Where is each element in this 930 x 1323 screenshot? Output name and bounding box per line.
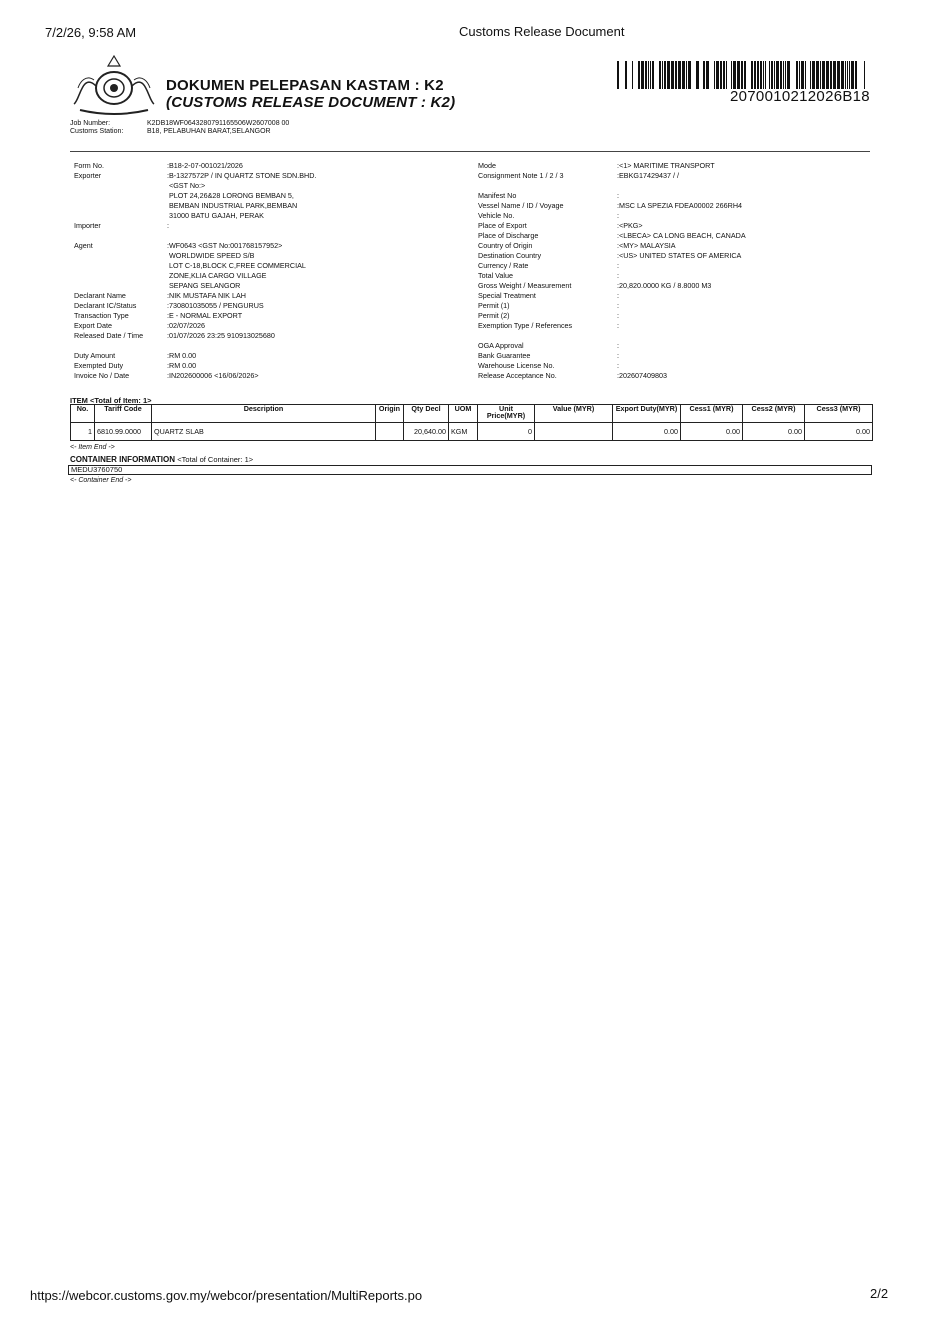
right-field-value	[617, 181, 868, 191]
container-number: MEDU3760750	[71, 465, 123, 474]
item-column-header: Qty Decl	[404, 405, 449, 423]
barcode-bar	[816, 61, 819, 89]
item-cell: 1	[71, 423, 95, 441]
barcode-bar	[801, 61, 804, 89]
left-field-label: Transaction Type	[74, 311, 129, 320]
right-field-label: Destination Country	[478, 251, 542, 260]
customs-station-label: Customs Station:	[70, 128, 124, 135]
right-field-row	[478, 341, 868, 351]
right-field-value: :	[617, 321, 619, 330]
right-field-value: :EBKG17429437 / /	[617, 171, 679, 180]
right-field-value: :	[617, 291, 619, 300]
barcode-bar	[763, 61, 764, 89]
right-field-label: Vessel Name / ID / Voyage	[478, 201, 564, 210]
barcode-bar	[769, 61, 770, 89]
barcode-bar	[783, 61, 784, 89]
right-field-value: :	[617, 261, 619, 270]
item-cell: 0.00	[681, 423, 743, 441]
customs-station-value: B18, PELABUHAN BARAT,SELANGOR	[147, 128, 271, 135]
left-field-label: Form No.	[74, 161, 104, 170]
right-field-value: :	[617, 351, 619, 360]
barcode-bar	[659, 61, 661, 89]
right-field-label: Currency / Rate	[478, 261, 529, 270]
barcode-bar	[703, 61, 705, 89]
barcode-image	[617, 61, 868, 89]
barcode-bar	[780, 61, 782, 89]
item-table-body	[71, 423, 873, 441]
right-field-row	[478, 291, 868, 301]
right-field-value: :<US> UNITED STATES OF AMERICA	[617, 251, 742, 260]
barcode-bar	[833, 61, 836, 89]
item-section-heading: ITEM <Total of Item: 1>	[70, 396, 152, 405]
print-title: Customs Release Document	[459, 24, 625, 39]
barcode-bar	[716, 61, 719, 89]
right-field-label	[478, 331, 617, 341]
left-field-value: :01/07/2026 23:25 910913025680	[167, 331, 275, 340]
right-field-value: :	[617, 271, 619, 280]
right-field-label: OGA Approval	[478, 341, 524, 350]
barcode-bar	[731, 61, 732, 89]
right-field-row	[478, 261, 868, 271]
barcode-bar	[830, 61, 832, 89]
barcode-bar	[754, 61, 756, 89]
right-field-value	[617, 331, 868, 341]
left-field-label: Exporter	[74, 171, 102, 180]
item-table-header	[71, 405, 873, 423]
right-field-row	[478, 371, 868, 381]
left-field-value: :IN202600006 <16/06/2026>	[167, 371, 259, 380]
left-field-value: :730801035055 / PENGURUS	[167, 301, 264, 310]
right-field-row	[478, 181, 868, 191]
left-field-value: :RM 0.00	[167, 351, 197, 360]
left-field-label: Declarant Name	[74, 291, 126, 300]
right-field-row	[478, 321, 868, 331]
barcode-bar	[696, 61, 699, 89]
left-field-row	[74, 171, 464, 221]
barcode-bar	[682, 61, 685, 89]
right-field-value: :MSC LA SPEZIA FDEA00002 266RH4	[617, 201, 743, 210]
barcode-bar	[864, 61, 865, 89]
right-field-value: :	[617, 191, 619, 200]
right-field-row	[478, 271, 868, 281]
right-field-label: Place of Discharge	[478, 231, 539, 240]
barcode-bar	[776, 61, 779, 89]
container-heading-text: CONTAINER INFORMATION	[70, 455, 176, 464]
barcode-bar	[723, 61, 725, 89]
left-field-label: Duty Amount	[74, 351, 116, 360]
barcode-bar	[741, 61, 743, 89]
left-field-value: :RM 0.00	[167, 361, 197, 370]
right-field-value: :202607409803	[617, 371, 667, 380]
left-field-label: Declarant IC/Status	[74, 301, 137, 310]
barcode-bar	[849, 61, 850, 89]
right-field-label: Consignment Note 1 / 2 / 3	[478, 171, 564, 180]
barcode-bar	[652, 61, 654, 89]
barcode-bar	[678, 61, 681, 89]
barcode-bar	[641, 61, 644, 89]
right-field-value: :	[617, 341, 619, 350]
right-field-label: Warehouse License No.	[478, 361, 555, 370]
right-field-value: :	[617, 301, 619, 310]
barcode-bar	[787, 61, 790, 89]
left-field-row	[74, 221, 464, 241]
left-field-label: Export Date	[74, 321, 112, 330]
print-date: 7/2/26, 9:58 AM	[45, 25, 137, 40]
right-field-label: Exemption Type / References	[478, 321, 573, 330]
item-cell: 0.00	[743, 423, 805, 441]
footer-page-number: 2/2	[870, 1286, 889, 1301]
left-field-label: Agent	[74, 241, 93, 250]
item-cell: 6810.99.0000	[95, 423, 152, 441]
barcode-bar	[837, 61, 840, 89]
barcode-bar	[851, 61, 854, 89]
left-field-label	[74, 341, 167, 351]
barcode-bar	[845, 61, 846, 89]
left-field-row	[74, 161, 464, 171]
right-field-label	[478, 181, 617, 191]
item-column-header: Origin	[376, 405, 404, 423]
left-field-label: Importer	[74, 221, 101, 230]
right-field-label: Total Value	[478, 271, 514, 280]
right-field-row	[478, 161, 868, 171]
document-title-malay: DOKUMEN PELEPASAN KASTAM : K2	[166, 77, 444, 94]
barcode-bar	[650, 61, 651, 89]
left-field-label: Invoice No / Date	[74, 371, 130, 380]
barcode-bar	[625, 61, 627, 89]
left-field-row	[74, 321, 464, 331]
left-field-value: :E - NORMAL EXPORT	[167, 311, 243, 320]
right-field-row	[478, 331, 868, 341]
right-field-label: Permit (2)	[478, 311, 510, 320]
barcode-bar	[796, 61, 798, 89]
right-field-label: Mode	[478, 161, 496, 170]
left-field-row	[74, 341, 464, 351]
right-field-row	[478, 281, 868, 291]
item-cell: 0	[478, 423, 535, 441]
left-field-value: :B18-2-07-001021/2026	[167, 161, 243, 170]
left-field-row	[74, 301, 464, 311]
barcode-bar	[751, 61, 753, 89]
item-cell: 0.00	[613, 423, 681, 441]
right-field-value: :<PKG>	[617, 221, 643, 230]
barcode-bar	[645, 61, 647, 89]
item-column-header: Unit Price(MYR)	[478, 405, 535, 423]
item-column-header: Export Duty(MYR)	[613, 405, 681, 423]
barcode-bar	[688, 61, 691, 89]
barcode-bar	[785, 61, 786, 89]
barcode-bar	[726, 61, 727, 89]
item-column-header: Cess3 (MYR)	[805, 405, 873, 423]
left-field-list	[74, 161, 464, 381]
job-number-label: Job Number:	[70, 120, 111, 127]
item-column-header: UOM	[449, 405, 478, 423]
left-field-label: Released Date / Time	[74, 331, 144, 340]
barcode-bar	[799, 61, 800, 89]
barcode-bar	[826, 61, 829, 89]
container-end-marker: <- Container End ->	[70, 477, 132, 484]
right-field-row	[478, 231, 868, 241]
right-field-row	[478, 221, 868, 231]
left-field-value: :WF0643 <GST No:001768157952> WORLDWIDE SPEED S/B LOT C-18,BLOCK C,FREE COMMERCIAL ZONE,KLIA CARGO VILLAGE SEPANG SELANGOR	[167, 241, 306, 290]
barcode-bar	[664, 61, 666, 89]
item-column-header: Cess2 (MYR)	[743, 405, 805, 423]
barcode-bar	[760, 61, 762, 89]
left-field-row	[74, 291, 464, 301]
item-table	[70, 404, 873, 441]
barcode-bar	[632, 61, 633, 89]
right-field-row	[478, 311, 868, 321]
item-column-header: Cess1 (MYR)	[681, 405, 743, 423]
barcode-bar	[638, 61, 640, 89]
item-column-header: Value (MYR)	[535, 405, 613, 423]
barcode-bar	[686, 61, 687, 89]
right-field-label: Place of Export	[478, 221, 527, 230]
right-field-row	[478, 361, 868, 371]
right-field-row	[478, 201, 868, 211]
barcode-bar	[667, 61, 670, 89]
left-field-row	[74, 331, 464, 341]
barcode-bar	[757, 61, 759, 89]
right-field-value: :	[617, 361, 619, 370]
item-cell	[535, 423, 613, 441]
barcode-bar	[648, 61, 649, 89]
barcode-bar	[805, 61, 806, 89]
right-field-list	[478, 161, 868, 381]
document-title-english: (CUSTOMS RELEASE DOCUMENT : K2)	[166, 94, 456, 111]
barcode-bar	[774, 61, 775, 89]
right-field-row	[478, 191, 868, 201]
left-field-value: :B-1327572P / IN QUARTZ STONE SDN.BHD. <GST No:> PLOT 24,26&28 LORONG BEMBAN 5, BEMBAN INDUSTRIAL PARK,BEMBAN 31000 BATU GAJAH, PERAK	[167, 171, 317, 220]
container-section-heading	[70, 455, 253, 464]
left-field-row	[74, 241, 464, 291]
left-field-value: :	[167, 221, 169, 230]
item-cell: KGM	[449, 423, 478, 441]
right-field-row	[478, 241, 868, 251]
left-field-value: :NIK MUSTAFA NIK LAH	[167, 291, 246, 300]
footer-url: https://webcor.customs.gov.my/webcor/presentation/MultiReports.po	[30, 1288, 423, 1303]
left-field-label: Exempted Duty	[74, 361, 124, 370]
item-cell: 0.00	[805, 423, 873, 441]
left-field-row	[74, 361, 464, 371]
left-field-value: :02/07/2026	[167, 321, 205, 330]
right-field-row	[478, 251, 868, 261]
barcode-bar	[847, 61, 848, 89]
right-field-row	[478, 351, 868, 361]
header-divider	[70, 151, 870, 152]
barcode-bar	[855, 61, 857, 89]
right-field-label: Vehicle No.	[478, 211, 515, 220]
barcode-bar	[820, 61, 821, 89]
barcode-bar	[662, 61, 663, 89]
right-field-label: Special Treatment	[478, 291, 536, 300]
barcode-bar	[714, 61, 715, 89]
right-field-row	[478, 171, 868, 181]
right-field-label: Manifest No	[478, 191, 517, 200]
barcode-bar	[617, 61, 619, 89]
right-field-label: Release Acceptance No.	[478, 371, 557, 380]
barcode-bar	[737, 61, 740, 89]
container-number-box	[68, 465, 872, 475]
table-row	[71, 423, 873, 441]
left-field-value	[167, 341, 464, 351]
container-total: <Total of Container: 1>	[177, 455, 254, 464]
right-field-value: :<1> MARITIME TRANSPORT	[617, 161, 715, 170]
job-info-block	[70, 120, 289, 136]
barcode-bar	[671, 61, 674, 89]
malaysia-coat-of-arms-logo	[68, 52, 160, 118]
left-field-row	[74, 351, 464, 361]
left-field-row	[74, 311, 464, 321]
item-cell: 20,640.00	[404, 423, 449, 441]
barcode-bar	[720, 61, 722, 89]
right-field-row	[478, 301, 868, 311]
item-cell: QUARTZ SLAB	[152, 423, 376, 441]
right-field-value: :	[617, 311, 619, 320]
item-column-header: No.	[71, 405, 95, 423]
barcode-bar	[765, 61, 766, 89]
right-field-value: :20,820.0000 KG / 8.8000 M3	[617, 281, 712, 290]
barcode-bar	[733, 61, 736, 89]
barcode-bar	[706, 61, 709, 89]
barcode-bar	[822, 61, 825, 89]
barcode-bar	[812, 61, 815, 89]
right-field-label: Bank Guarantee	[478, 351, 531, 360]
right-field-value: :	[617, 211, 619, 220]
right-field-label: Gross Weight / Measurement	[478, 281, 572, 290]
barcode-bar	[675, 61, 677, 89]
job-number-value: K2DB18WF0643280791165506W2607008 00	[147, 120, 290, 127]
item-end-marker: <- Item End ->	[70, 444, 115, 451]
left-field-row	[74, 371, 464, 381]
barcode-number: 2070010212026B18	[730, 88, 870, 105]
right-field-row	[478, 211, 868, 221]
right-field-label: Permit (1)	[478, 301, 510, 310]
barcode-bar	[841, 61, 844, 89]
barcode-bar	[744, 61, 746, 89]
barcode-bar	[771, 61, 773, 89]
item-cell	[376, 423, 404, 441]
item-column-header: Tariff Code	[95, 405, 152, 423]
right-field-value: :<MY> MALAYSIA	[617, 241, 676, 250]
item-column-header: Description	[152, 405, 376, 423]
barcode-bar	[810, 61, 811, 89]
right-field-label: Country of Origin	[478, 241, 533, 250]
right-field-value: :<LBECA> CA LONG BEACH, CANADA	[617, 231, 746, 240]
